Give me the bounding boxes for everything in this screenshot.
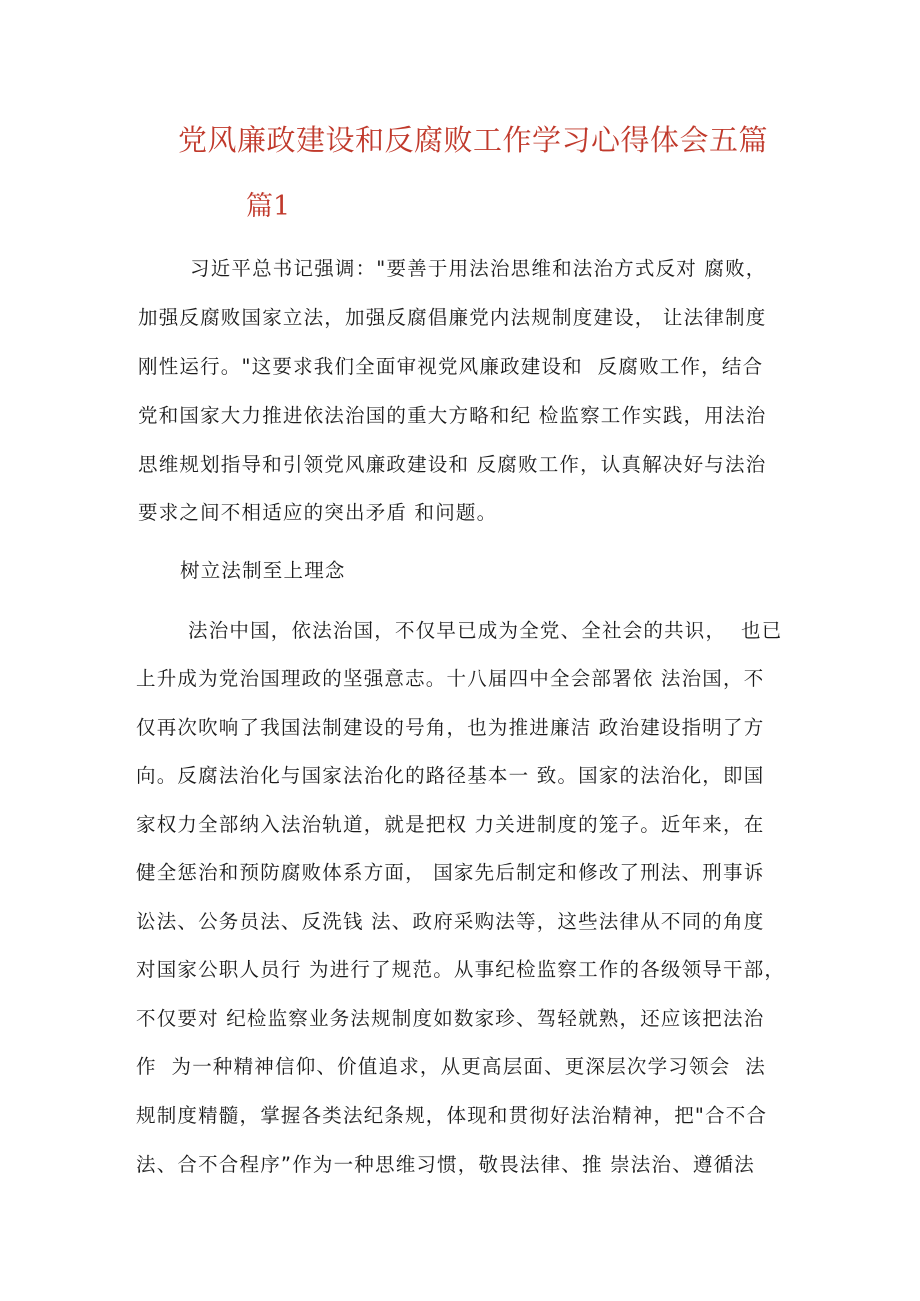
paragraph-1-line: 党和国家大力推进依法治国的重大方略和纪 检监察工作实践，用法治: [138, 404, 767, 427]
document-title: 党风廉政建设和反腐败工作学习心得体会五篇: [178, 123, 769, 157]
paragraph-2-line: 向。反腐法治化与国家法治化的路径基本一 致。国家的法治化，即国: [136, 764, 765, 787]
section-heading: 树立法制至上理念: [180, 559, 346, 582]
paragraph-1-line: 习近平总书记强调："要善于用法治思维和法治方式反对 腐败，: [190, 257, 767, 280]
paragraph-1-line: 加强反腐败国家立法，加强反腐倡廉党内法规制度建设， 让法律制度: [138, 306, 767, 329]
paragraph-2-line: 讼法、公务员法、反洗钱 法、政府采购法等，这些法律从不同的角度: [136, 910, 765, 933]
section-label: 篇1: [246, 191, 291, 222]
paragraph-2-line: 法、合不合程序”作为一种思维习惯，敬畏法律、推 崇法治、遵循法: [136, 1153, 756, 1176]
paragraph-2-line: 对国家公职人员行 为进行了规范。从事纪检监察工作的各级领导干部，: [136, 958, 786, 981]
paragraph-2-line: 法治中国，依法治国，不仅早已成为全党、全社会的共识， 也已: [188, 619, 783, 642]
paragraph-2-line: 作 为一种精神信仰、价值追求，从更高层面、更深层次学习领会 法: [136, 1055, 766, 1078]
paragraph-2-line: 家权力全部纳入法治轨道，就是把权 力关进制度的笼子。近年来，在: [136, 813, 765, 836]
paragraph-2-line: 健全惩治和预防腐败体系方面， 国家先后制定和修改了刑法、刑事诉: [136, 861, 765, 884]
paragraph-1-line: 刚性运行。"这要求我们全面审视党风廉政建设和 反腐败工作，结合: [138, 355, 764, 378]
paragraph-2-line: 不仅要对 纪检监察业务法规制度如数家珍、驾轻就熟，还应该把法治: [136, 1007, 765, 1030]
paragraph-2-line: 仅再次吹响了我国法制建设的号角，也为推进廉洁 政治建设指明了方: [136, 716, 765, 739]
paragraph-2-line: 上升成为党治国理政的坚强意志。十八届四中全会部署依 法治国，不: [136, 667, 765, 690]
paragraph-2-line: 规制度精髓，掌握各类法纪条规，体现和贯彻好法治精神，把"合不合: [136, 1104, 768, 1127]
paragraph-1-line: 思维规划指导和引领党风廉政建设和 反腐败工作，认真解决好与法治: [138, 453, 767, 476]
paragraph-1-line: 要求之间不相适应的突出矛盾 和问题。: [138, 501, 498, 524]
